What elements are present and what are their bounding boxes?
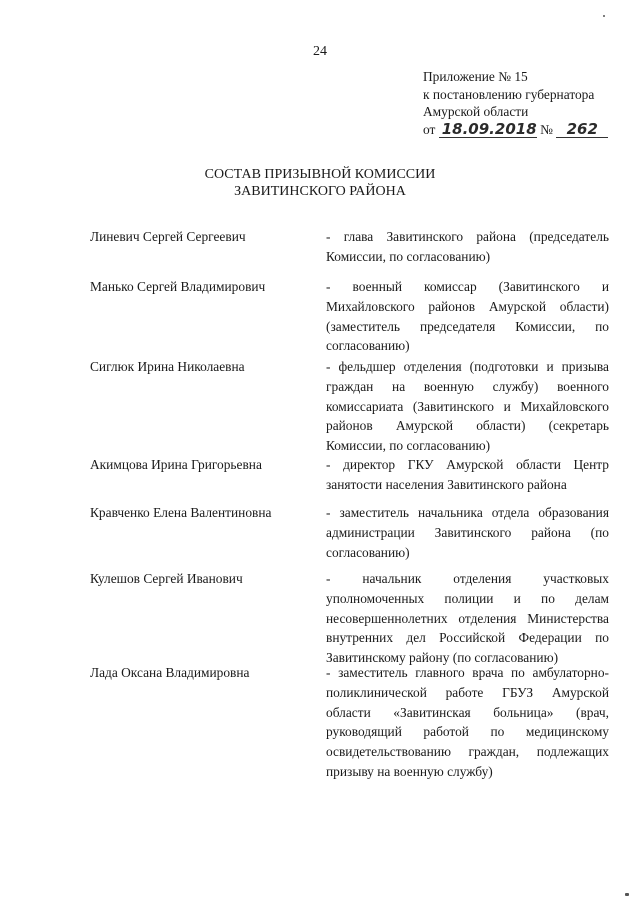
number-label: № xyxy=(540,121,553,137)
appendix-date-line xyxy=(423,121,608,139)
appendix-line-3: Амурской области xyxy=(423,104,529,119)
title-line-2: ЗАВИТИНСКОГО РАЙОНА xyxy=(234,184,406,199)
document-title xyxy=(0,166,640,200)
appendix-block xyxy=(423,68,608,138)
member-name: Акимцова Ирина Григорьевна xyxy=(90,457,262,472)
handwritten-date: 18.09.2018 xyxy=(439,122,537,138)
page-number: 24 xyxy=(313,44,327,59)
handwritten-number: 262 xyxy=(556,122,608,138)
member-role: - заместитель начальника отдела образования администрации Завитинского района (по согласованию) xyxy=(326,505,609,560)
member-name: Кулешов Сергей Иванович xyxy=(90,571,243,586)
scan-speck xyxy=(603,15,605,17)
appendix-line-1: Приложение № 15 xyxy=(423,69,528,84)
member-name: Кравченко Елена Валентиновна xyxy=(90,505,272,520)
member-role: - фельдшер отделения (подготовки и призыва граждан на военную службу) военного комиссариата (Завитинского и Михайловского районов Амурской области) (секретарь Комиссии, по согласованию) xyxy=(326,359,609,454)
title-line-1: СОСТАВ ПРИЗЫВНОЙ КОМИССИИ xyxy=(204,167,436,182)
member-role: - военный комиссар (Завитинского и Михайловского районов Амурской области) (заместитель председателя Комиссии, по согласованию) xyxy=(326,279,609,354)
member-role: - директор ГКУ Амурской области Центр занятости населения Завитинского района xyxy=(326,457,609,492)
member-name: Манько Сергей Владимирович xyxy=(90,279,266,294)
member-role: - заместитель главного врача по амбулаторно-поликлинической работе ГБУЗ Амурской области «Завитинская больница» (врач, руководящий работой по медицинскому освидетельствованию граждан, подлежащих призыву на военную службу) xyxy=(326,665,609,779)
member-role: - глава Завитинского района (председатель Комиссии, по согласованию) xyxy=(326,229,609,264)
appendix-line-2: к постановлению губернатора xyxy=(423,86,595,102)
member-role: - начальник отделения участковых уполномоченных полиции и по делам несовершеннолетних отделения Министерства внутренних дел Российской Федерации по Завитинскому району (по согласованию) xyxy=(326,571,609,666)
member-name: Сиглюк Ирина Николаевна xyxy=(90,359,245,374)
scan-speck xyxy=(625,893,629,896)
from-label: от xyxy=(423,121,436,137)
member-name: Линевич Сергей Сергеевич xyxy=(90,229,246,244)
member-name: Лада Оксана Владимировна xyxy=(90,665,250,680)
